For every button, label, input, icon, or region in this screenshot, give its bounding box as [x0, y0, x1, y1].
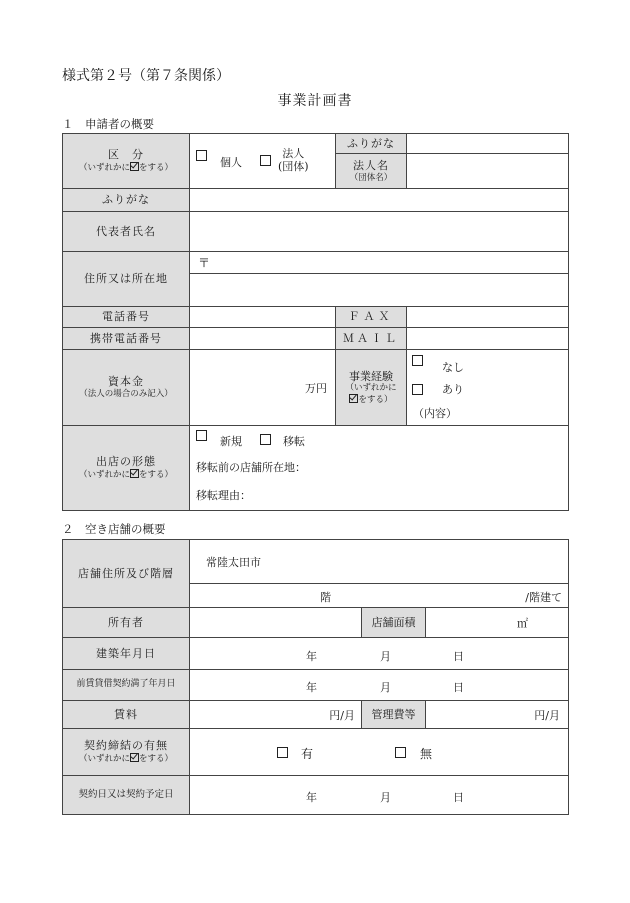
checked-box-icon: [130, 469, 139, 478]
area-unit: ㎡: [517, 616, 528, 630]
move-reason-label: 移転理由：: [196, 488, 251, 502]
owner-label: 所有者: [63, 608, 190, 638]
kubun-label: 区 分: [108, 148, 144, 162]
built-month: 月: [380, 649, 391, 663]
individual-label: 個人: [220, 156, 242, 169]
representative-name-field[interactable]: [190, 212, 569, 252]
store-type-label-cell: [63, 426, 190, 511]
experience-label-cell: [336, 350, 407, 426]
capital-field[interactable]: [190, 350, 336, 426]
fax-field[interactable]: [407, 307, 569, 328]
exp-detail-label: （内容）: [413, 406, 457, 420]
corp-name-note: （団体名）: [349, 172, 393, 183]
applicant-table: [62, 133, 569, 511]
built-date-field[interactable]: [190, 638, 569, 670]
furigana-label: ふりがな: [336, 134, 407, 154]
floor-unit: 階: [320, 590, 331, 604]
store-type-cell: [190, 426, 569, 511]
prev-lease-label: 前賃貸借契約満了年月日: [63, 670, 190, 701]
exp-yes-label: あり: [442, 382, 464, 396]
floor-field[interactable]: [190, 584, 569, 608]
corp-name-field[interactable]: [407, 154, 569, 189]
vacant-store-table: [62, 539, 569, 815]
corporation-checkbox[interactable]: [260, 155, 271, 166]
postal-code-field[interactable]: [190, 252, 569, 274]
mobile-field[interactable]: [190, 328, 336, 350]
kubun-label-cell: [63, 134, 190, 189]
postal-mark: 〒: [198, 256, 211, 270]
built-date-label: 建築年月日: [63, 638, 190, 670]
section1-heading: １ 申請者の概要: [62, 117, 154, 131]
move-label: 移転: [283, 434, 305, 448]
form-number: 様式第２号（第７条関係）: [62, 68, 230, 84]
exp-none-label: なし: [442, 360, 464, 374]
furigana-label-2: ふりがな: [63, 189, 190, 212]
fax-label: ＦＡＸ: [336, 307, 407, 328]
document-title: 事業計画書: [277, 93, 353, 109]
address-field[interactable]: [190, 274, 569, 307]
contract-options-cell: [190, 729, 569, 776]
move-checkbox[interactable]: [260, 434, 271, 445]
phone-field[interactable]: [190, 307, 336, 328]
contract-label-cell: [63, 729, 190, 776]
prev-lease-field[interactable]: [190, 670, 569, 701]
checked-box-icon: [130, 753, 139, 762]
lease-day: 日: [453, 680, 464, 694]
checked-box-icon: [130, 162, 139, 171]
lease-year: 年: [306, 680, 317, 694]
store-address-value: 常陸太田市: [206, 555, 261, 569]
floors-total-unit: /階建て: [525, 590, 562, 604]
phone-label: 電話番号: [63, 307, 190, 328]
mgmt-unit: 円/月: [534, 708, 560, 722]
lease-month: 月: [380, 680, 391, 694]
mobile-label: 携帯電話番号: [63, 328, 190, 350]
store-type-note: （いずれかに をする）: [78, 470, 174, 481]
new-checkbox[interactable]: [196, 430, 207, 441]
kubun-options-cell: [190, 134, 336, 189]
contract-label: 契約締結の有無: [84, 739, 168, 753]
contract-date-field[interactable]: [190, 776, 569, 815]
contract-none-checkbox[interactable]: [395, 747, 406, 758]
individual-checkbox[interactable]: [196, 150, 207, 161]
store-address-label: 店舗住所及び階層: [63, 540, 190, 608]
capital-label: 資本金: [108, 375, 144, 389]
corp-name-label: 法人名: [353, 158, 389, 172]
owner-field[interactable]: [190, 608, 362, 638]
representative-label: 代表者氏名: [63, 212, 190, 252]
address-label: 住所又は所在地: [63, 252, 190, 307]
contract-year: 年: [306, 790, 317, 804]
contract-month: 月: [380, 790, 391, 804]
rent-unit: 円/月: [329, 708, 355, 722]
store-address-field[interactable]: [190, 540, 569, 584]
corp-name-label-cell: [336, 154, 407, 189]
mgmt-field[interactable]: [426, 701, 569, 729]
corporation-label: 法人 (団体): [278, 147, 309, 174]
experience-note-2: をする）: [336, 394, 406, 406]
new-label: 新規: [220, 434, 242, 448]
contract-note: （いずれかに をする）: [78, 754, 174, 765]
capital-unit: 万円: [305, 381, 327, 395]
rent-field[interactable]: [190, 701, 362, 729]
representative-furigana-field[interactable]: [190, 189, 569, 212]
exp-none-checkbox[interactable]: [412, 355, 423, 366]
area-field[interactable]: [426, 608, 569, 638]
rent-label: 賃料: [63, 701, 190, 729]
capital-label-cell: [63, 350, 190, 426]
contract-have-checkbox[interactable]: [277, 747, 288, 758]
mail-label: ＭＡＩＬ: [336, 328, 407, 350]
kubun-note: （いずれかに をする）: [78, 163, 174, 174]
experience-label: 事業経験: [349, 369, 393, 383]
built-year: 年: [306, 649, 317, 663]
mail-field[interactable]: [407, 328, 569, 350]
contract-have-label: 有: [301, 746, 314, 761]
prev-location-label: 移転前の店舗所在地：: [196, 460, 306, 474]
mgmt-label: 管理費等: [362, 701, 426, 729]
capital-note: （法人の場合のみ記入）: [79, 389, 173, 400]
section2-heading: ２ 空き店舗の概要: [62, 522, 166, 536]
built-day: 日: [453, 649, 464, 663]
contract-day: 日: [453, 790, 464, 804]
area-label: 店舗面積: [362, 608, 426, 638]
corp-furigana-field[interactable]: [407, 134, 569, 154]
store-type-label: 出店の形態: [96, 455, 156, 469]
checked-box-icon: [349, 394, 358, 403]
exp-yes-checkbox[interactable]: [412, 384, 423, 395]
experience-options-cell: [407, 350, 569, 426]
contract-none-label: 無: [420, 746, 433, 761]
contract-date-label: 契約日又は契約予定日: [63, 776, 190, 815]
experience-note-1: （いずれかに: [345, 383, 397, 394]
